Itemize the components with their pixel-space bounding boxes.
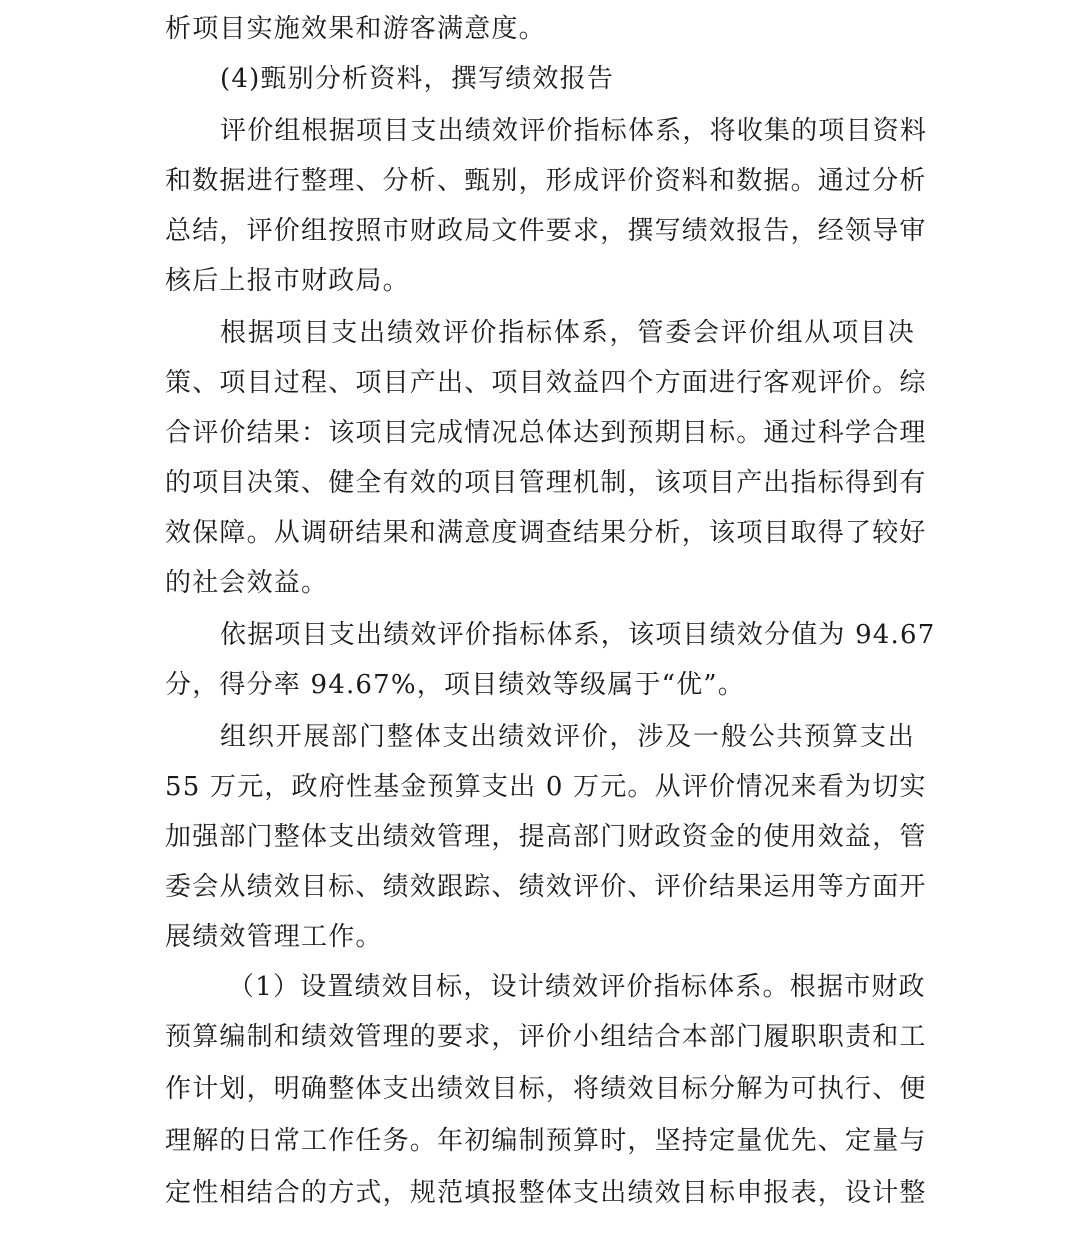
text-line: 分，得分率 94.67%，项目绩效等级属于“优”。 (165, 670, 745, 700)
text-line: 委会从绩效目标、绩效跟踪、绩效评价、评价结果运用等方面开 (165, 872, 927, 902)
text-line: 总结，评价组按照市财政局文件要求，撰写绩效报告，经领导审 (165, 216, 927, 246)
text-line: 加强部门整体支出绩效管理，提高部门财政资金的使用效益，管 (165, 822, 927, 852)
text-line: 效保障。从调研结果和满意度调查结果分析，该项目取得了较好 (165, 518, 927, 548)
text-line: 理解的日常工作任务。年初编制预算时，坚持定量优先、定量与 (165, 1126, 927, 1156)
text-line: 核后上报市财政局。 (165, 266, 410, 296)
text-line: 55 万元，政府性基金预算支出 0 万元。从评价情况来看为切实 (165, 772, 927, 802)
text-line: 析项目实施效果和游客满意度。 (165, 14, 546, 44)
text-line: 作计划，明确整体支出绩效目标，将绩效目标分解为可执行、便 (165, 1074, 927, 1104)
text-line: 依据项目支出绩效评价指标体系，该项目绩效分值为 94.67 (220, 620, 936, 650)
text-line: （1）设置绩效目标，设计绩效评价指标体系。根据市财政 (228, 972, 926, 1002)
text-line: 合评价结果：该项目完成情况总体达到预期目标。通过科学合理 (165, 418, 927, 448)
text-line: 定性相结合的方式，规范填报整体支出绩效目标申报表，设计整 (165, 1178, 927, 1208)
text-line: 展绩效管理工作。 (165, 922, 383, 952)
text-line: 根据项目支出绩效评价指标体系，管委会评价组从项目决 (220, 318, 915, 348)
text-line: 预算编制和绩效管理的要求，评价小组结合本部门履职职责和工 (165, 1022, 927, 1052)
text-line: 组织开展部门整体支出绩效评价，涉及一般公共预算支出 (220, 722, 915, 752)
text-line: 的社会效益。 (165, 568, 329, 598)
text-line: 策、项目过程、项目产出、项目效益四个方面进行客观评价。综 (165, 368, 927, 398)
text-line: 评价组根据项目支出绩效评价指标体系，将收集的项目资料 (220, 116, 928, 146)
text-line: 的项目决策、健全有效的项目管理机制，该项目产出指标得到有 (165, 468, 927, 498)
text-line: 和数据进行整理、分析、甄别，形成评价资料和数据。通过分析 (165, 166, 927, 196)
section-heading: (4)甄别分析资料，撰写绩效报告 (220, 64, 615, 94)
